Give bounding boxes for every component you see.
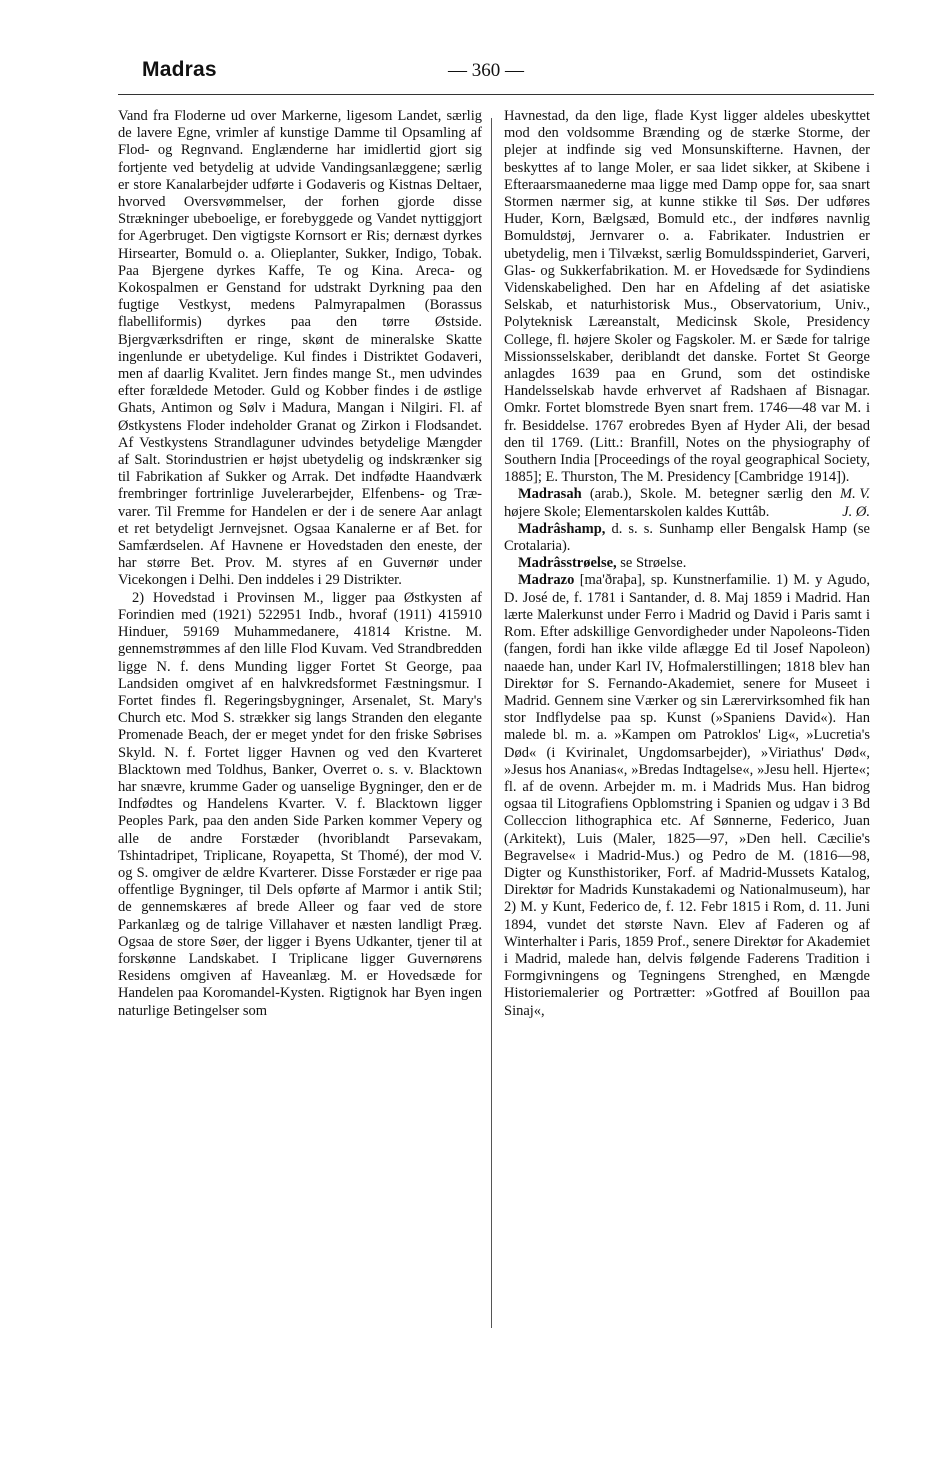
entry-text: d. s. s. Sunhamp eller Bengalsk Hamp (se Crotalaria). [504,520,870,555]
entry-headword: Madrâsstrøelse, [518,555,617,572]
entry-madras-text: Havnestad, da den lige, flade Kyst ligger aldeles ubeskyttet mod den voldsomme Brænding og de stærke Storme, der plejer at indfinde sig ved Monsunskifterne. Havnen, der beskyttes af to lange Moler, er saa lidet sikker, at Skibene i Efteraarsmaanederne maa ligge med Damp oppe for, saa snart Stormen nærmer sig, at kunne stikke til Søs. Der udføres Huder, Korn, Bælgsæd, Bomuld etc., der indføres navnlig Bomuldstøj, Jernvarer o. a. Fabrikater. Industrien er ubetydelig, men i Tilvækst, særlig Bomuldsspinderiet, Garveri, Glas- og Sukkerfabrikation. M. er Hovedsæde for Sydindiens Videnskabelighed. Den har en Afdeling af det asiatiske Selskab, et naturhistorisk Mus., Observatorium, Univ., Polyteknisk Læreanstalt, Medicinsk Skole, Presidency College, fl. højere Skoler og Fagskoler. M. er Sæde for talrige Missionsselskaber, deriblandt det danske. Fortet St George anlagdes 1639 paa en Grund, som det ostindiske Handelsselskab havde erhvervet af Radshaen af Bisnagar. Omkr. Fortet blomstrede Byen snart frem. 1746—48 var M. i fr. Besiddelse. 1767 erobredes Byen af Hyder Ali, der besad den til 1769. (Litt.: Branfill, Notes on the physiography of Southern India [Proceedings of the royal geographical Society, 1885]; E. Thurston, The M. Presidency [Cambridge 1914]). [504,108,870,486]
left-paragraph-1: Vand fra Floderne ud over Markerne, ligesom Landet, særlig de lavere Egne, vrimler af kunstige Damme til Opsamling af Flod- og Regnvand. Englænderne har imidlertid gjort sig fortjente ved betydelig at udvide Vandingsanlæggene; særlig er store Kanalarbejder udførte i Godaveris og Kistnas Deltaer, hvorved Oversvømmelser, der forhen gjorde disse Strækninger ubeboelige, er forebyggede og Vandet nyttiggjort for Agerbruget. Den vigtigste Kornsort er Ris; dernæst dyrkes Hirsearter, Bomuld o. a. Olieplanter, Sukker, Indigo, Tobak. Paa Bjergene dyrkes Kaffe, Te og Kina. Areca- og Kokospalmen er Genstand for udstrakt Dyrkning paa den fugtige Vestkyst, medens Palmyrapalmen (Borassus flabelliformis) dyrkes paa den tørre Østside. Bjergværksdriften er ringe, skønt de mineralske Skatte ingenlunde er ubetydelige. Kul findes i Distriktet Godaveri, men af daarlig Kvalitet. Jern findes mange St., men udvindes efter forældede Metoder. Guld og Kobber findes i de østlige Ghats, Antimon og Sølv i Madura, Mangan i Nilgiri. Fl. af Østkystens Floder indeholder Granat og Zirkon i Flodsandet. Af Vestkystens Strandlaguner udvindes betydelige Mængder af Salt. Storindustrien er højst ubetydelig og indskrænker sig til Fabrikation af Sukker og Arrak. Det indfødte Haandværk frembringer fortrinlige Juvelerarbejder, Elfenbens- og Trævarer. Til Fremme for Handelen er der i de senere Aar anlagt et ret betydeligt Jernvejsnet. Ogsaa Kanalerne er af Bet. for Samfærdselen. Af Havnene er Hovedstaden den eneste, der har større Bet. Prov. M. styres af en Guvernør under Vicekongen i Delhi. Den inddeles i 29 Distrikter. [118,108,482,589]
author-signature: J. Ø. [842,503,870,520]
running-head-word: Madras [142,58,217,81]
right-column [504,108,870,1020]
entry-madrasstroelse [504,555,870,572]
entry-headword: Madrâshamp, [518,520,606,537]
entry-madrashamp [504,521,870,555]
entry-madrazo [504,572,870,1019]
column-divider [491,118,492,1328]
left-column [118,108,482,1020]
entry-headword: Madrasah [518,486,582,503]
page-number: — 360 — [448,60,524,81]
author-signature: M. V. [840,486,870,503]
header-rule [118,94,874,95]
entry-madrasah [504,486,870,520]
entry-text: (arab.), Skole. M. betegner særlig den højere Skole; Elementarskolen kaldes Kuttâb. [504,486,833,520]
entry-text: [ma'ðraþa], sp. Kunstnerfamilie. 1) M. y Agudo, D. José de, f. 1781 i Santander, d. 8. Maj 1859 i Madrid. Han lærte Malerkunst under Ferro i Madrid og David i Paris samt i Rom. Efter adskillige Genvordigheder under Napoleons-Tiden (fangen, fordi han ikke vilde aflægge Ed til Josef Napoleon) naaede han, under Karl IV, Hofmalerstillingen; 1818 blev han Direktør for S. Fernando-Akademiet, senere for Museet i Madrid. Gennem sine Værker og sin Lærervirksomhed fik han stor Indflydelse paa sp. Kunst (»Spaniens David«). Han malede bl. m. a. »Kampen om Patroklos' Lig«, »Lucretia's Død« (i Kvirinalet, Ungdomsarbejder), »Viriathus' Død«, »Jesus hos Ananias«, »Bredas Indtagelse«, »Jesu hell. Hjerte«; fl. af de ovenn. Arbejder m. m. i Madrids Mus. Han bidrog ogsaa til Litografiens Opblomstring i Spanien og udgav i 3 Bd Colleccion lithographica etc. Af Sønnerne, Federico, Juan (Arkitekt), Luis (Maler, 1825—97, »Den hell. Cæcilie's Begravelse« i Madrid-Mus.) og Pedro de M. (1816—98, Digter og Kunsthistoriker, Forf. af Madrid-Mussets Katalog, Direktør for Madrids Kunstakademi og Nationalmuseum), har 2) M. y Kunt, Federico de, f. 12. Febr 1815 i Rom, d. 11. Juni 1894, vundet det største Navn. Elev af Faderen og af Winterhalter i Paris, 1859 Prof., senere Direktør for Akademiet i Madrid, malede han, delvis følgende Faderens Tradition i Formgivningens og Tegningens Strenghed, en Mængde Historiemalerier og Portrætter: »Gotfred af Bouillon paa Sinaj«, [504,572,870,1019]
entry-text: se Strøelse. [620,555,687,572]
entry-headword: Madrazo [518,572,575,589]
left-paragraph-2: 2) Hovedstad i Provinsen M., ligger paa Østkysten af Forindien med (1921) 522951 Indb., hvoraf (1911) 415910 Hinduer, 59169 Muhammedanere, 41814 Kristne. M. gennemstrømmes af den lille Flod Kuvam. Ved Strandbredden ligge N. f. dens Munding ligger Fortet St George, paa Landsiden omgivet af en halvkredsformet Fæstningsmur. I Fortet findes fl. Regeringsbygninger, Arsenalet, St. Mary's Church etc. Mod S. strækker sig langs Stranden den elegante Promenade Beach, der er meget yndet for den friske Søbrises Skyld. N. f. Fortet ligger Havnen og ved den Kvarteret Blacktown med Toldhus, Banker, Overret o. s. v. Blacktown har snævre, krumme Gader og uanselige Bygninger, den er de Indfødtes og Handelens Kvarter. V. f. Blacktown ligger Peoples Park, paa den anden Side Parken kommer Vepery og alle de andre Forstæder (hvoriblandt Parsevakam, Tshintadripet, Triplicane, Royapetta, St Thomé), der mod V. og S. omgiver de ældre Kvarterer. Disse Forstæder er rige paa offentlige Bygninger, til Dels opførte af Marmor i antik Stil; de gennemskæres af brede Alleer og faar ved de store Parkanlæg og de talrige Villahaver et næsten landligt Præg. Ogsaa de store Søer, der ligger i Byens Udkanter, tjener til at forskønne Landskabet. I Triplicane ligger Guvernørens Residens omgiven af Haveanlæg. M. er Hovedsæde for Handelen paa Koromandel-Kysten. Rigtignok har Byen ingen naturlige Betingelser som [118,589,482,1019]
